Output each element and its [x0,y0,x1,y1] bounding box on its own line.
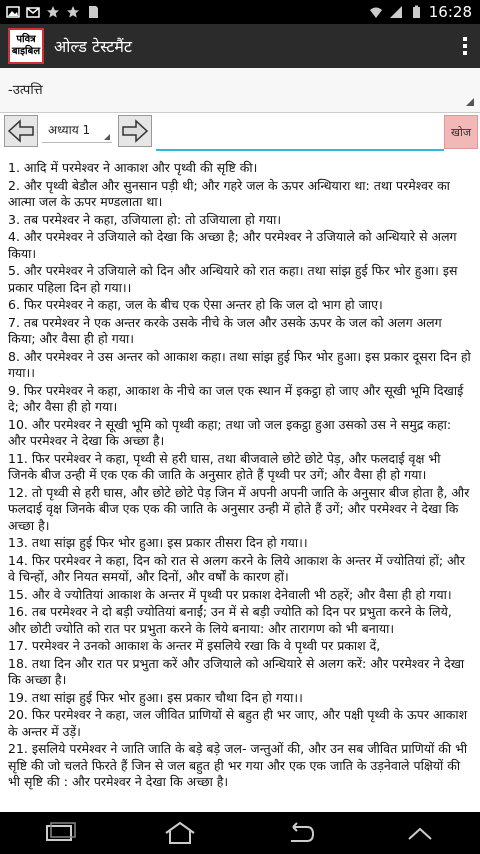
verse-list [0,160,480,812]
book-selector[interactable] [0,68,480,113]
back-icon [283,821,317,845]
verse-item: 7. तब परमेश्वर ने एक अन्तर करके उसके नीचे के जल और उसके ऊपर के जल को अलग अलग किया; और वैसा ही हो गया। [8,314,442,346]
verse-item: 3. तब परमेश्वर ने कहा, उजियाला हो: तो उजियाला हो गया। [8,211,282,227]
chevron-up-icon [403,821,437,845]
status-bar [0,0,480,24]
star-icon [66,5,80,19]
verse-item: 21. इसलिये परमेश्वर ने जाति जाति के बड़े बड़े जल- जन्तुओं की, और उन सब जीवित प्राणियों की भी सृष्टि की जो चलते फिरते हैं जिन से जल बहुत ही भर गया और एक एक जाति के उड़नेवाले पक्षियों की भी सृष्टि की : और परमेश्वर ने देखा कि अच्छा है। [8,741,468,789]
chapter-selector-value: अध्याय 1 [48,123,91,137]
menu-up-button[interactable] [400,818,440,848]
home-icon [163,821,197,845]
verse-item: 20. फिर परमेश्वर ने कहा, जल जीवित प्राणियों से बहुत ही भर जाए, और पक्षी पृथ्वी के ऊपर आकाश के अन्तर में उड़ें। [8,707,468,739]
verse-item: 2. और पृथ्वी बेडौल और सुनसान पड़ी थी; और गहरे जल के ऊपर अन्धियारा था: तथा परमेश्वर का आत्मा जल के ऊपर मण्डलाता था। [8,177,450,209]
battery-icon [409,5,423,19]
verse-item: 11. फिर परमेश्वर ने कहा, पृथ्वी से हरी घास, तथा बीजवाले छोटे छोटे पेड़, और फलदाई वृक्ष भी जिनके बीज उन्ही में एक एक की जाति के अनुसार होते हैं पृथ्वी पर उगें; और वैसा ही हो गया। [8,450,441,482]
verse-item: 12. तो पृथ्वी से हरी घास, और छोटे छोटे पेड़ जिन में अपनी अपनी जाति के अनुसार बीज होता है, और फलदाई वृक्ष जिनके बीज एक एक की जाति के अनुसार उन्ही में होते हैं उगें; और परमेश्वर ने देखा कि अच्छा है। [8,484,470,533]
home-button[interactable] [160,818,200,848]
overflow-menu-icon[interactable] [450,24,480,68]
signal-icon [389,5,403,19]
verse-item: 16. तब परमेश्वर ने दो बड़ी ज्योतियां बनाईं; उन में से बड़ी ज्योति को दिन पर प्रभुता करने के लिये, और छोटी ज्योति को रात पर प्रभुता करने के लिये बनाया: और तारागण को भी बनाया। [8,604,452,636]
arrow-right-icon [121,119,149,143]
verse-item: 17. परमेश्वर ने उनको आकाश के अन्तर में इसलिये रखा कि वे पृथ्वी पर प्रकाश दें, [8,638,381,653]
previous-chapter-button[interactable] [4,115,38,147]
sd-card-icon [86,5,100,19]
verse-item: 18. तथा दिन और रात पर प्रभुता करें और उजियाले को अन्धियारे से अलग करें: और परमेश्वर ने देखा कि अच्छा है। [8,655,465,687]
search-button[interactable]: खोज [444,115,478,149]
dropdown-arrow-icon [104,134,110,140]
image-icon [6,5,20,19]
verse-item: 4. और परमेश्वर ने उजियाले को देखा कि अच्छा है; और परमेश्वर ने उजियाले को अन्धियारे से अलग किया। [8,229,457,261]
verse-item: 19. तथा सांझ हुई फिर भोर हुआ। इस प्रकार चौथा दिन हो गया।। [8,689,303,705]
verse-item: 8. और परमेश्वर ने उस अन्तर को आकाश कहा। तथा सांझ हुई फिर भोर हुआ। इस प्रकार दूसरा दिन हो गया।। [8,348,471,380]
gmail-icon [26,5,40,19]
verse-item: 13. तथा सांझ हुई फिर भोर हुआ। इस प्रकार तीसरा दिन हो गया।। [8,535,308,550]
dropdown-arrow-icon [466,98,474,106]
recent-apps-icon [43,822,77,844]
verse-item: 10. और परमेश्वर ने सूखी भूमि को पृथ्वी कहा; तथा जो जल इकट्ठा हुआ उसको उस ने समुद्र कहा: और परमेश्वर ने देखा कि अच्छा है। [8,416,452,448]
next-chapter-button[interactable] [118,115,152,147]
star-icon [46,5,60,19]
verse-item: 6. फिर परमेश्वर ने कहा, जल के बीच एक ऐसा अन्तर हो कि जल दो भाग हो जाए। [8,297,383,312]
page-title: ओल्ड टेस्टमैंट [54,37,132,56]
verse-item: 5. और परमेश्वर ने उजियाले को दिन और अन्धियारे को रात कहा। तथा सांझ हुई फिर भोर हुआ। इस प्रकार पहिला दिन हो गया।। [8,263,458,295]
verse-item: 15. और वे ज्योतियां आकाश के अन्तर में पृथ्वी पर प्रकाश देनेवाली भी ठहरें; और वैसा ही हो गया। [8,586,452,602]
book-selector-value: -उत्पत्ति [8,83,43,98]
verse-item: 14. फिर परमेश्वर ने कहा, दिन को रात से अलग करने के लिये आकाश के अन्तर में ज्योतियां हों; और वे चिन्हों, और नियत समयों, और दिनों, और वर्षों के कारण हों। [8,552,465,584]
chapter-navigation [0,113,480,153]
clock: 16:28 [428,3,472,21]
wifi-icon [369,5,383,19]
logo-line-2: बाइबिल [11,46,41,57]
verse-item: 1. आदि में परमेश्वर ने आकाश और पृथ्वी की सृष्टि की। [8,160,258,175]
arrow-left-icon [7,119,35,143]
notification-icons [0,5,100,19]
app-logo[interactable] [8,28,44,64]
back-button[interactable] [280,818,320,848]
verse-item: 9. फिर परमेश्वर ने कहा, आकाश के नीचे का जल एक स्थान में इकट्ठा हो जाए और सूखी भूमि दिखाई दे; और वैसा ही हो गया। [8,382,464,414]
action-bar [0,24,480,68]
search-input[interactable] [156,117,444,151]
system-icons [369,3,480,21]
system-navigation-bar [0,812,480,854]
chapter-selector[interactable] [42,119,112,143]
logo-line-1: पवित्र [16,34,36,45]
recent-apps-button[interactable] [40,818,80,848]
